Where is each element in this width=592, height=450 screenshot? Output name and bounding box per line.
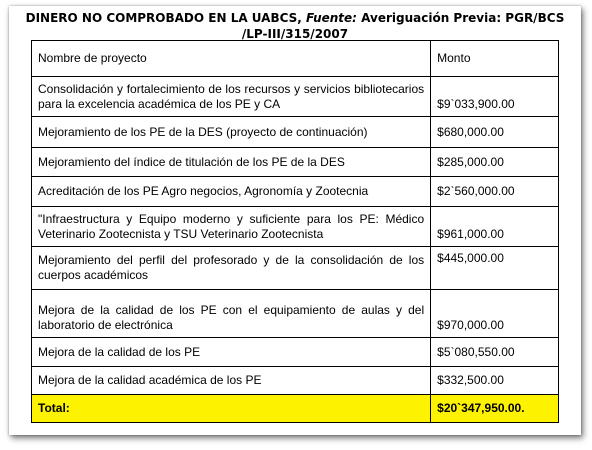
project-name: Mejora de la calidad de los PE con el equipamiento de aulas y del laboratorio de electrónica [32, 290, 431, 338]
table-row [32, 77, 559, 117]
project-name: Mejoramiento del índice de titulación de los PE de la DES [32, 148, 431, 177]
total-label: Total: [32, 395, 431, 423]
table-row [32, 338, 559, 367]
heading-source-text: Averiguación Previa: PGR/BCS [356, 11, 565, 25]
project-name: "Infraestructura y Equipo moderno y suficiente para los PE: Médico Veterinario Zootecnista y TSU Veterinario Zootecnista [32, 207, 431, 247]
heading-source-label: Fuente: [306, 11, 357, 25]
table-row [32, 117, 559, 148]
table-row [32, 290, 559, 338]
table-row [32, 207, 559, 247]
header-project-name: Nombre de proyecto [32, 41, 431, 77]
table-header-row [32, 41, 559, 77]
project-amount: $970,000.00 [431, 290, 559, 338]
total-row [32, 395, 559, 423]
project-amount: $680,000.00 [431, 117, 559, 148]
project-name: Mejora de la calidad de los PE [32, 338, 431, 367]
project-amount: $9`033,900.00 [431, 77, 559, 117]
project-amount: $445,000.00 [431, 247, 559, 290]
project-name: Mejoramiento del perfil del profesorado y de la consolidación de los cuerpos académicos [32, 247, 431, 290]
document-card [9, 6, 581, 435]
project-amount: $332,500.00 [431, 367, 559, 395]
project-amount: $285,000.00 [431, 148, 559, 177]
table-row [32, 367, 559, 395]
project-name: Acreditación de los PE Agro negocios, Agronomía y Zootecnia [32, 177, 431, 207]
document-heading [9, 10, 581, 42]
header-amount: Monto [431, 41, 559, 77]
total-amount: $20`347,950.00. [431, 395, 559, 423]
project-name: Mejoramiento de los PE de la DES (proyecto de continuación) [32, 117, 431, 148]
project-amount: $2`560,000.00 [431, 177, 559, 207]
table-row [32, 148, 559, 177]
heading-line-1 [9, 10, 581, 26]
heading-prefix: DINERO NO COMPROBADO EN LA UABCS, [25, 11, 307, 25]
heading-line-2: /LP-III/315/2007 [241, 27, 349, 41]
project-amount: $961,000.00 [431, 207, 559, 247]
project-name: Mejora de la calidad académica de los PE [32, 367, 431, 395]
projects-table [31, 40, 559, 423]
table-row [32, 177, 559, 207]
project-amount: $5`080,550.00 [431, 338, 559, 367]
table-row [32, 247, 559, 290]
project-name: Consolidación y fortalecimiento de los recursos y servicios bibliotecarios para la excelencia académica de los PE y CA [32, 77, 431, 117]
